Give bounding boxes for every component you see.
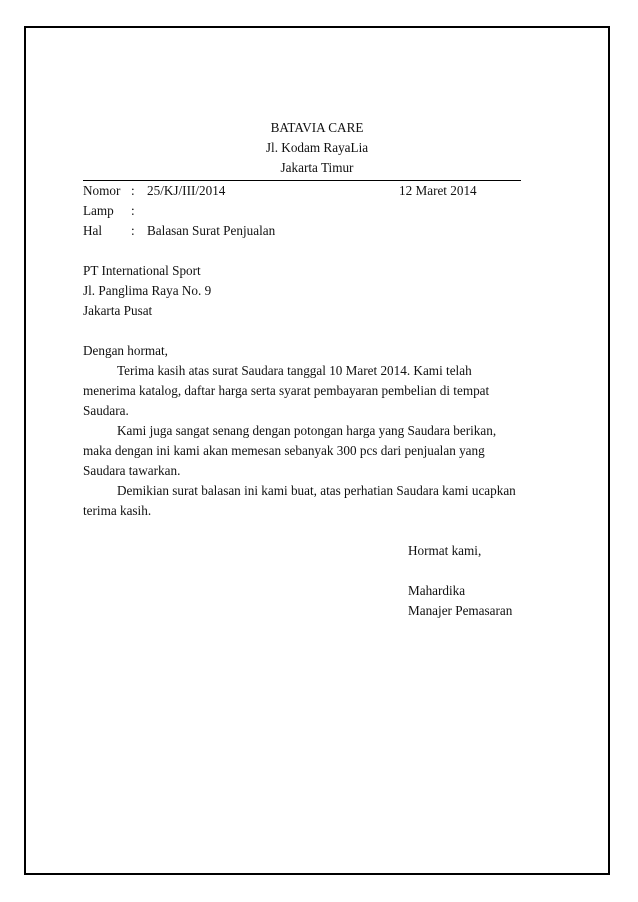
hal-label: Hal <box>83 223 103 238</box>
meta-nomor <box>83 181 521 201</box>
closing-greeting: Hormat kami, <box>408 543 482 558</box>
company-name: BATAVIA CARE <box>270 120 364 135</box>
recipient-city: Jakarta Pusat <box>83 303 153 318</box>
company-street: Jl. Kodam RayaLia <box>265 140 369 155</box>
meta-lamp <box>83 201 521 221</box>
spacer <box>83 321 521 341</box>
letterhead <box>113 118 521 178</box>
company-city: Jakarta Timur <box>280 160 354 175</box>
signature-space <box>408 561 521 581</box>
letter-date: 12 Maret 2014 <box>399 183 477 198</box>
closing-block <box>408 541 521 621</box>
lamp-separator: : <box>131 203 135 218</box>
lamp-label: Lamp <box>83 203 114 218</box>
nomor-label: Nomor <box>83 183 121 198</box>
body-paragraph: Kami juga sangat senang dengan potongan harga yang Saudara berikan, maka dengan ini kami akan memesan sebanyak 300 pcs dari penjualan yang Saudara tawarkan. <box>83 423 497 478</box>
hal-value: Balasan Surat Penjualan <box>147 223 276 238</box>
spacer <box>83 241 521 261</box>
recipient-street: Jl. Panglima Raya No. 9 <box>83 283 212 298</box>
signatory-name: Mahardika <box>408 583 466 598</box>
signatory-title: Manajer Pemasaran <box>408 603 513 618</box>
body-paragraph: Terima kasih atas surat Saudara tanggal 10 Maret 2014. Kami telah menerima katalog, daftar harga serta syarat pembayaran pembelian di tempat Saudara. <box>83 363 490 418</box>
spacer <box>83 521 521 541</box>
nomor-separator: : <box>131 183 135 198</box>
meta-hal <box>83 221 521 241</box>
letter <box>83 118 521 621</box>
body-paragraph: Demikian surat balasan ini kami buat, atas perhatian Saudara kami ucapkan terima kasih. <box>83 483 516 518</box>
recipient-block <box>83 261 521 321</box>
hal-separator: : <box>131 223 135 238</box>
salutation: Dengan hormat, <box>83 343 168 358</box>
recipient-name: PT International Sport <box>83 263 201 278</box>
nomor-value: 25/KJ/III/2014 <box>147 183 226 198</box>
